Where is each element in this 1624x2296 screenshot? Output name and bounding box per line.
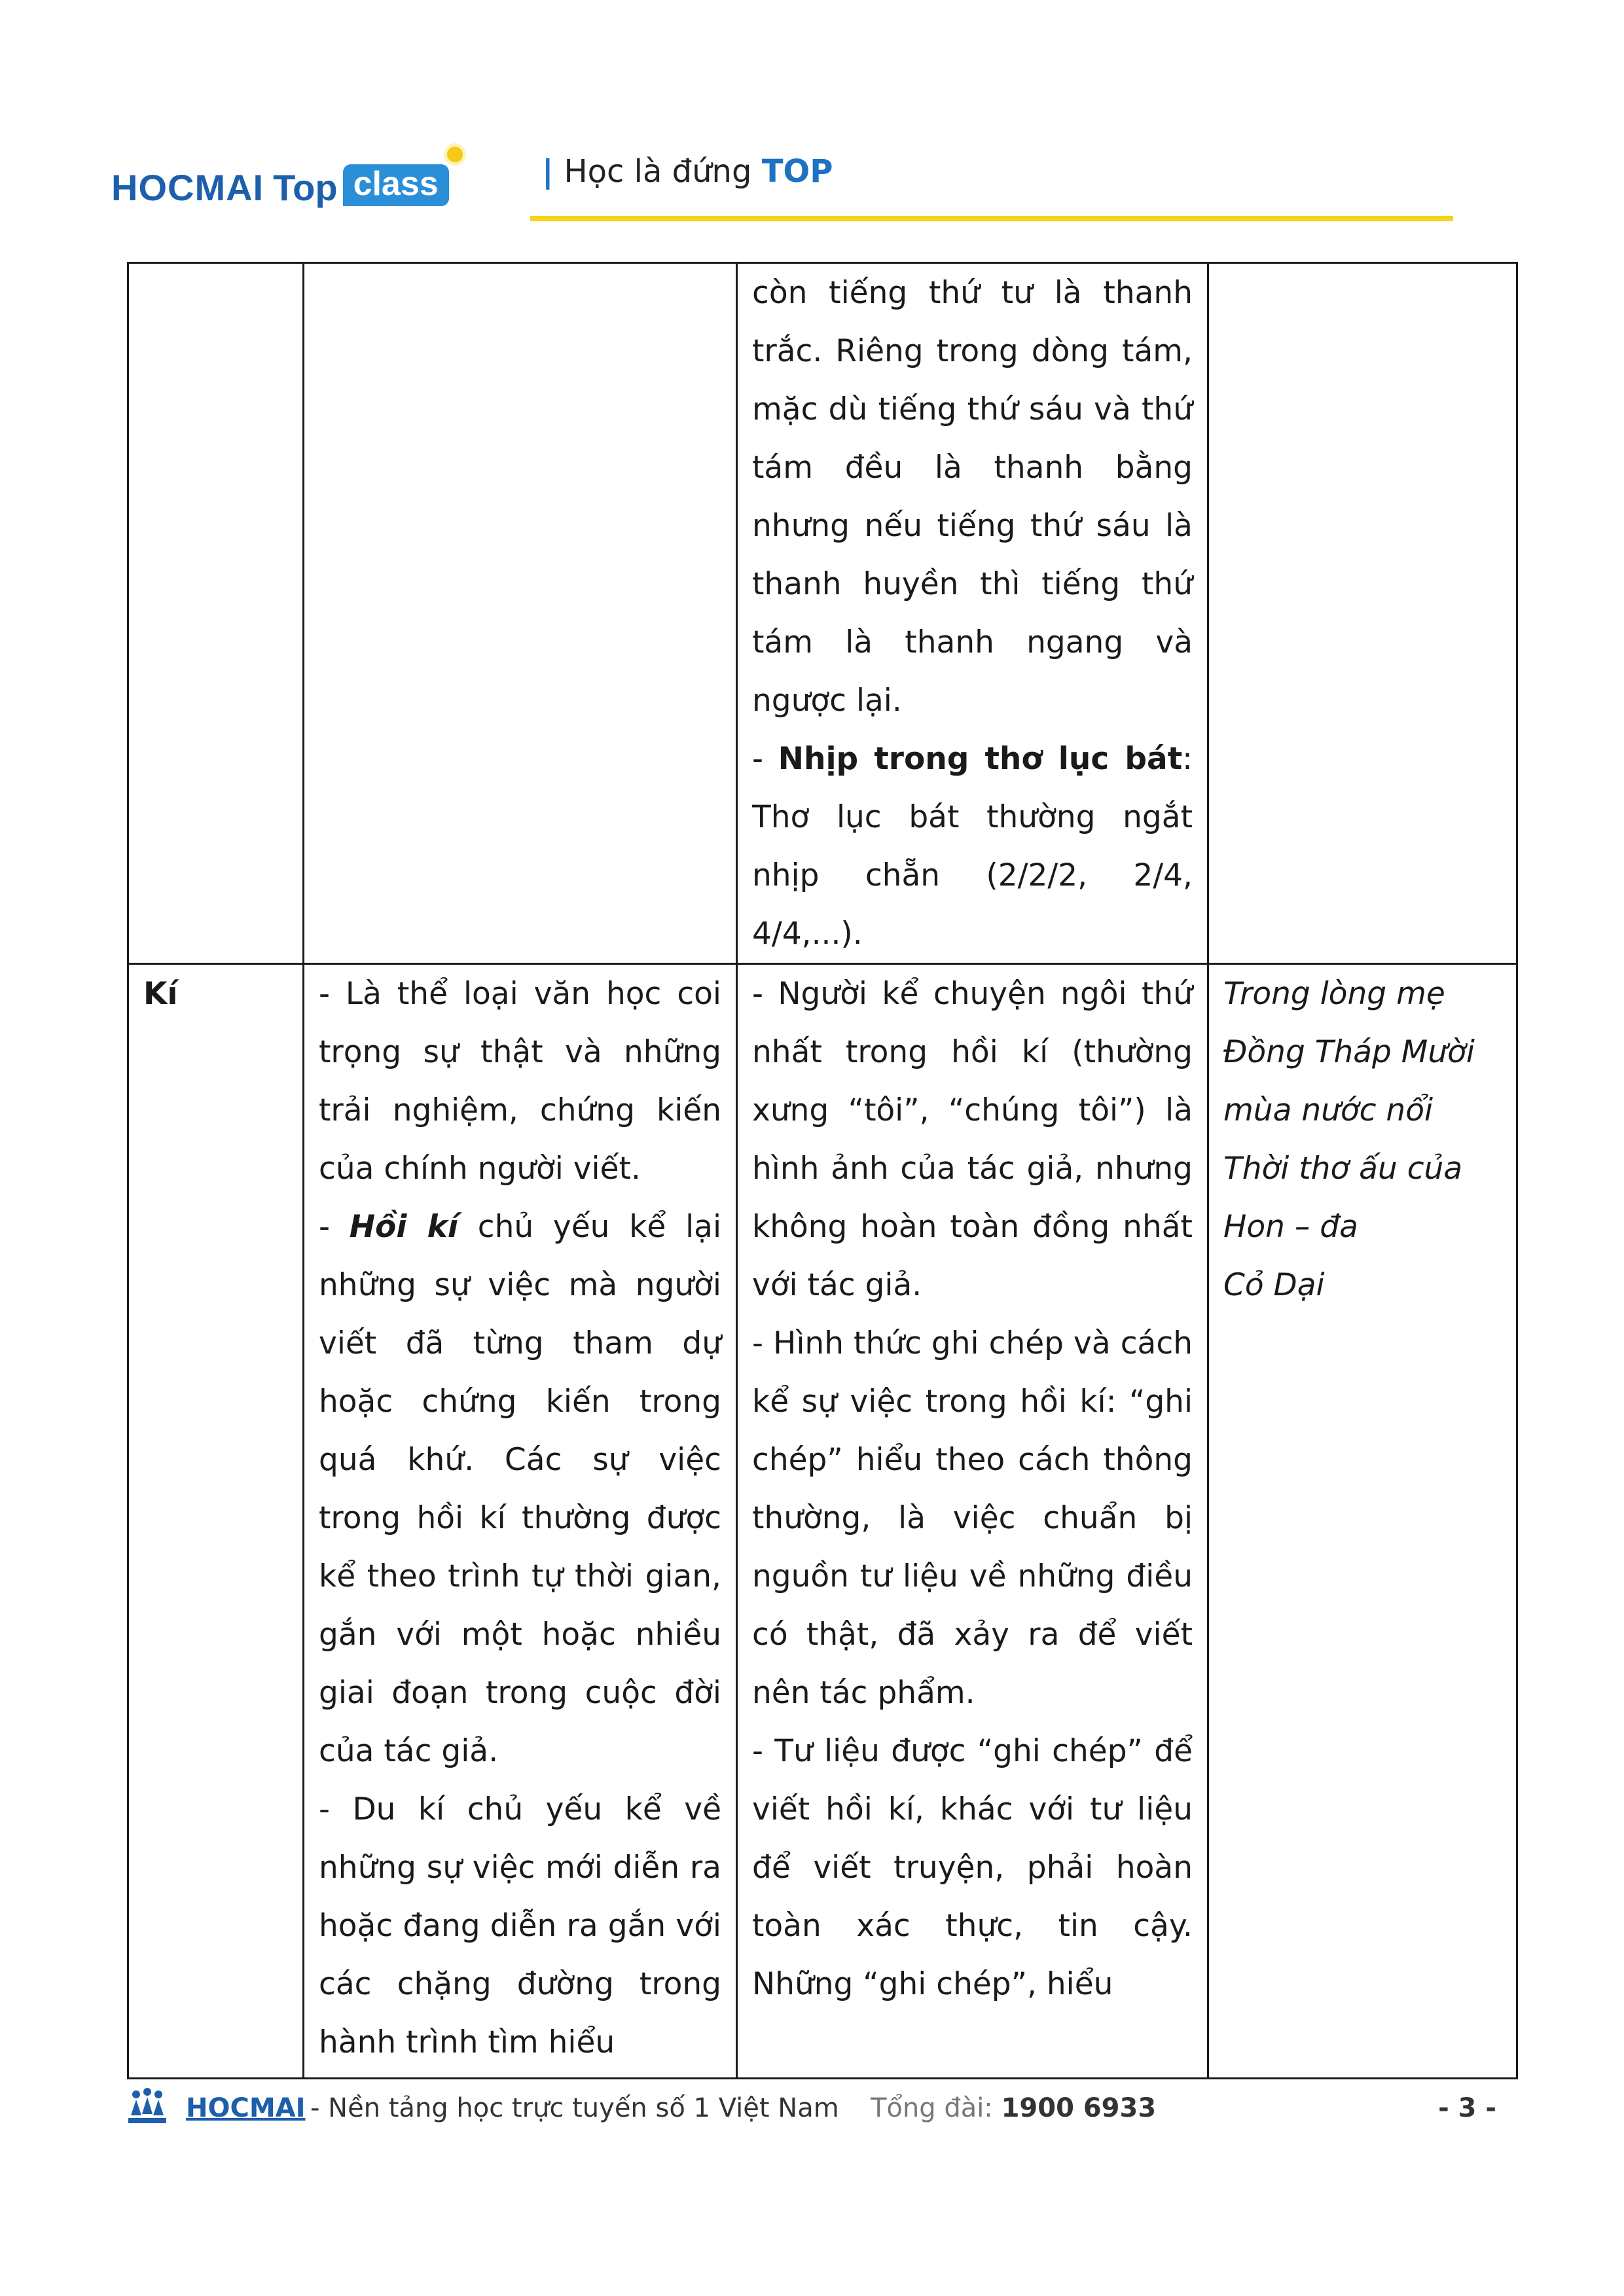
tagline-text: Học là đứng — [564, 153, 762, 190]
hoi-ki-term: Hồi kí — [349, 1209, 458, 1245]
hotline-label: Tổng đài: — [871, 2093, 1001, 2123]
hocmai-topclass-logo — [111, 147, 449, 206]
table-row — [128, 964, 1517, 2079]
table-cell-definition — [304, 964, 737, 2079]
table-cell-category — [128, 263, 304, 964]
logo-class-text: class — [353, 165, 439, 203]
footer-brand-link[interactable]: HOCMAI — [186, 2093, 306, 2123]
features-rhythm — [752, 730, 1193, 963]
work-title: Đồng Tháp Mười mùa nước nổi — [1223, 1034, 1475, 1128]
features-paragraph: - Tư liệu được “ghi chép” để viết hồi kí, khác với tư liệu để viết truyện, phải hoàn toàn xác thực, tin cậy. Những “ghi chép”, hiểu — [752, 1733, 1193, 2002]
logo-top-text: Top — [273, 167, 338, 208]
work-title: Thời thơ ấu của Hon – đa — [1223, 1151, 1463, 1245]
star-icon — [444, 143, 466, 166]
dash-text: - — [319, 1209, 350, 1245]
work-title: Trong lòng mẹ — [1223, 976, 1445, 1012]
definition-paragraph: - Du kí chủ yếu kể về những sự việc mới diễn ra hoặc đang diễn ra gắn với các chặng đường trong hành trình tìm hiểu — [319, 1791, 721, 2060]
page-number: - 3 - — [1438, 2093, 1496, 2123]
logo-hocmai-text: HOCMAI — [111, 167, 264, 208]
header-tagline — [542, 152, 833, 191]
rhythm-text: : Thơ lục bát thường ngắt nhịp chẵn (2/2/2, 2/4, 4/4,...). — [752, 741, 1193, 952]
dash-text: - — [752, 741, 778, 777]
header-divider — [530, 216, 1453, 221]
literature-genre-table — [127, 262, 1518, 2079]
hotline-number: 1900 6933 — [1001, 2093, 1157, 2123]
features-paragraph: - Người kể chuyện ngôi thứ nhất trong hồi kí (thường xưng “tôi”, “chúng tôi”) là hình ảnh của tác giả, nhưng không hoàn toàn đồng nhất với tác giả. — [752, 976, 1193, 1303]
features-paragraph: - Hình thức ghi chép và cách kể sự việc trong hồi kí: “ghi chép” hiểu theo cách thông thường, là việc chuẩn bị nguồn tư liệu về những điều có thật, đã xảy ra để viết nên tác phẩm. — [752, 1325, 1193, 1711]
footer-hotline — [871, 2093, 1156, 2123]
definition-paragraph: - Là thể loại văn học coi trọng sự thật và những trải nghiệm, chứng kiến của chính người viết. — [319, 976, 721, 1187]
page-footer — [127, 2088, 1516, 2134]
table-row — [128, 263, 1517, 964]
logo-class-badge — [343, 164, 449, 206]
footer-tagline: - Nền tảng học trực tuyến số 1 Việt Nam — [310, 2093, 839, 2123]
table-cell-category — [128, 964, 304, 2079]
table-cell-works — [1208, 263, 1517, 964]
hocmai-figures-icon — [127, 2088, 168, 2126]
table-cell-definition — [304, 263, 737, 964]
table-cell-works — [1208, 964, 1517, 2079]
work-title: Cỏ Dại — [1223, 1267, 1325, 1303]
category-label: Kí — [143, 976, 178, 1012]
hoi-ki-text: chủ yếu kể lại những sự việc mà người viết đã từng tham dự hoặc chứng kiến trong quá khứ. Các sự việc trong hồi kí thường được kể theo trình tự thời gian, gắn với một hoặc nhiều giai đoạn trong cuộc đời của tác giả. — [319, 1209, 721, 1769]
rhythm-heading: Nhịp trong thơ lục bát — [778, 741, 1183, 777]
tagline-divider: | — [542, 153, 554, 190]
definition-paragraph — [319, 1198, 721, 1780]
features-text: còn tiếng thứ tư là thanh trắc. Riêng trong dòng tám, mặc dù tiếng thứ sáu và thứ tám đều là thanh bằng nhưng nếu tiếng thứ sáu là thanh huyền thì tiếng thứ tám là thanh ngang và ngược lại. — [752, 275, 1193, 719]
tagline-top: TOP — [761, 153, 833, 190]
table-cell-features — [737, 263, 1208, 964]
table-cell-features — [737, 964, 1208, 2079]
